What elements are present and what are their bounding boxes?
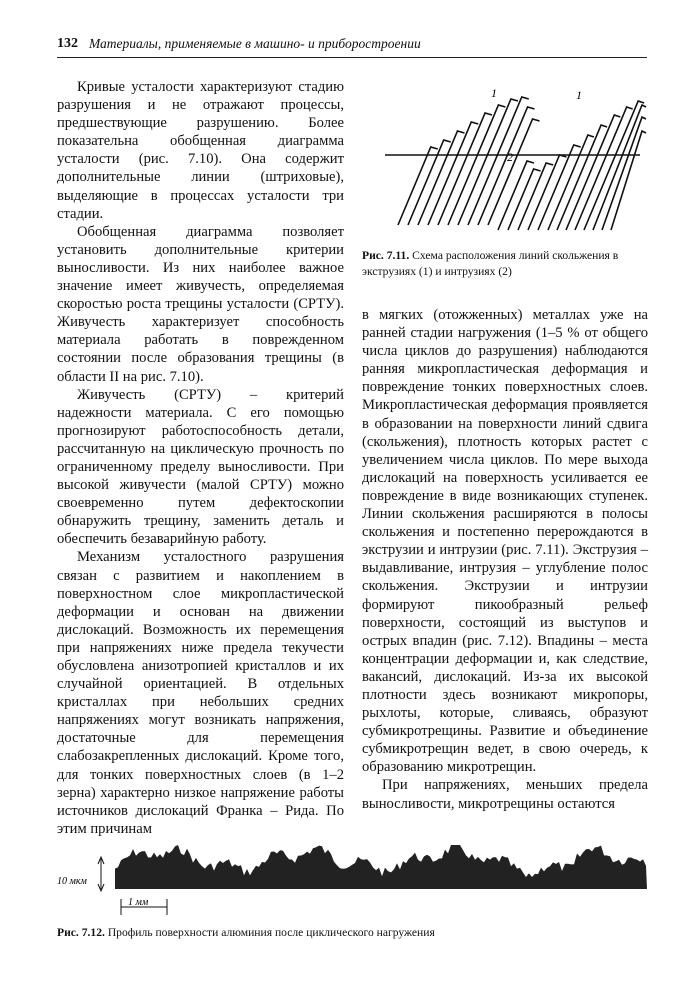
surface-profile [115, 845, 647, 889]
slip-line [548, 135, 594, 230]
paragraph: в мягких (отожженных) металлах уже на ранней стадии нагружения (1–5 % от общего числа циклов до разрушения) наблюдаются ранняя микропластическая деформация и повреждение тонких поверхностных слоев. Микропластическая деформация проявляется в образовании на поверхности линий сдвига (скольжения), плотность которых растет с увеличением числа циклов. По мере выхода дислокаций на поверхность усиливается ее повреждение в виде возникающих ступенек. Линии скольжения расширяются в полосы скольжения и постепенно перерождаются в экструзии и интрузии (рис. 7.11). Экструзия – выдавливание, интрузия – углубление полос скольжения. Экструзии и интрузии формируют пикообразный рельеф поверхности, состоящий из выступов и острых впадин (рис. 7.12). Впадины – места концентрации деформации и, как следствие, вакансий, дислокаций. Из-за их высокой плотности здесь возникают микропоры, рыхлоты, которые, сливаясь, образуют субмикротрещины. Развитие и объединение субмикротрещин ведет, в свою очередь, к образованию микротрещин. [362, 307, 648, 776]
label-extrusion-left: 1 [491, 86, 497, 100]
right-column [362, 306, 648, 813]
label-extrusion-right: 1 [576, 88, 582, 102]
slip-line [566, 115, 620, 230]
caption-label: Рис. 7.11. [362, 249, 410, 262]
running-title: Материалы, применяемые в машино- и приборостроении [89, 36, 421, 51]
slip-line [478, 107, 535, 225]
paragraph: Механизм усталостного разрушения связан с развитием и накоплением в поверхностном слое микропластической деформации и основан на движении дислокаций. Возможность их перемещения при напряжениях ниже предела текучести обусловлена анизотропией кристаллов и их случайной ориентацией. В отдельных кристаллах при небольших средних напряжениях могут возникать напряжения, достаточные для перемещения слабозакрепленных дислокаций. Кроме того, для тонких поверхностных слоев (в 1–2 зерна) характерно низкое напряжение работы источников дислокаций Франка – Рида. По этим причинам [57, 549, 344, 837]
label-intrusion: 2 [507, 150, 513, 164]
figure-7-12-surface-profile [55, 837, 649, 919]
slip-line [518, 163, 553, 230]
left-column [57, 78, 344, 838]
paragraph: Живучесть (СРТУ) – критерий надежности материала. С его помощью прогнозируют работоспособность детали, рассчитанную на циклическую прочность по ограниченному пределу выносливости. При высокой живучести (малой СРТУ) можно своевременно путем дефектоскопии обнаружить трещину, заменить деталь и обеспечить безаварийную работу. [57, 386, 344, 548]
figure-7-11-slip-lines [380, 85, 650, 237]
slip-line [428, 122, 478, 225]
slip-line [498, 161, 534, 230]
vertical-scale-label: 10 мкм [57, 876, 87, 887]
caption-label: Рис. 7.12. [57, 926, 105, 939]
figure-7-12-caption [57, 925, 647, 941]
figure-7-11-caption [362, 248, 648, 280]
slip-line [468, 97, 529, 225]
horizontal-scale-label: 1 мм [128, 897, 149, 908]
paragraph: Кривые усталости характеризуют стадию разрушения и не отражают процессы, предшествующие разрушению. Более показательна обобщенная диаграмма усталости (рис. 7.10). Она содержит дополнительные линии (штриховые), выделяющие в процессах усталости три стадии. [57, 79, 344, 222]
slip-line [611, 131, 646, 230]
page-number: 132 [57, 36, 78, 51]
paragraph: При напряжениях, меньших предела выносливости, микротрещины остаются [362, 777, 648, 812]
slip-line [408, 140, 451, 225]
paragraph: Обобщенная диаграмма позволяет установить дополнительные критерии выносливости. Из них наиболее важное значение имеет живучесть, определяемая скоростью роста трещины усталости (СРТУ). Живучесть характеризует способность материала работать в поврежденном состоянии после образования трещины (в области II на рис. 7.10). [57, 223, 344, 385]
running-header [57, 33, 647, 58]
slip-lines [385, 97, 646, 230]
slip-line [398, 147, 438, 225]
slip-line [508, 169, 541, 230]
caption-text: Схема расположения линий скольжения в экструзиях (1) и интрузиях (2) [362, 249, 619, 278]
caption-text: Профиль поверхности алюминия после циклического нагружения [107, 926, 435, 939]
